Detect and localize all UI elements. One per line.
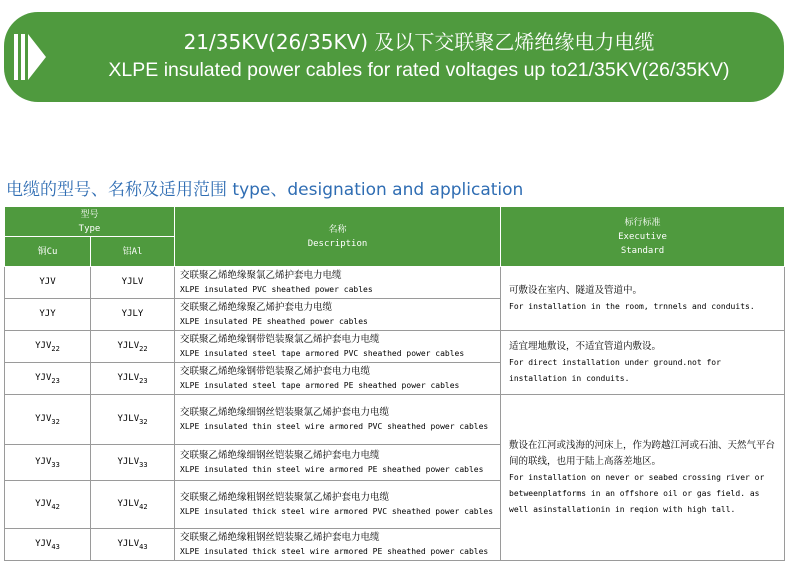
copper-model: $YJV_{43}$: [5, 529, 91, 561]
description-header: [175, 207, 501, 267]
description-cell: [175, 363, 501, 395]
description-cell: [175, 481, 501, 529]
description-header-cn: 名称: [328, 224, 347, 235]
standard-en: For installation on never or seabed crossing river or betweenplatforms in an offshore oil or gas field. as well asinstallationin in reqion with high tall.: [509, 472, 765, 514]
description-en: XLPE insulated thin steel wire armored PVC sheathed power cables: [180, 421, 489, 431]
aluminum-header: 铝Al: [91, 237, 175, 267]
copper-model: $YJV_{23}$: [5, 363, 91, 395]
section-heading: 电缆的型号、名称及适用范围 type、designation and application: [6, 180, 524, 200]
banner-title-en: XLPE insulated power cables for rated voltages up to21/35KV(26/35KV): [108, 59, 730, 81]
description-cn: 交联聚乙烯绝缘钢带铠装聚氯乙烯护套电力电缆: [180, 333, 380, 345]
standard-cell: [501, 267, 785, 331]
type-header-en: Type: [78, 223, 101, 234]
description-header-en: Description: [307, 238, 368, 249]
copper-model: $YJV_{42}$: [5, 481, 91, 529]
description-cell: [175, 395, 501, 445]
standard-en: For direct installation under ground.not for installation in conduits.: [509, 357, 721, 383]
description-cn: 交联聚乙烯绝缘粗钢丝铠装聚乙烯护套电力电缆: [180, 531, 380, 543]
copper-header: 铜Cu: [5, 237, 91, 267]
description-en: XLPE insulated thick steel wire armored PVC sheathed power cables: [180, 506, 494, 516]
aluminum-model: $YJLV_{43}$: [91, 529, 175, 561]
description-cn: 交联聚乙烯绝缘细钢丝铠装聚氯乙烯护套电力电缆: [180, 406, 390, 418]
description-cn: 交联聚乙烯绝缘聚乙烯护套电力电缆: [180, 301, 333, 313]
aluminum-model: YJLY: [91, 299, 175, 331]
description-cell: [175, 299, 501, 331]
copper-model: $YJV_{32}$: [5, 395, 91, 445]
description-en: XLPE insulated thick steel wire armored PE sheathed power cables: [180, 546, 489, 556]
type-header-cn: 型号: [80, 209, 99, 220]
aluminum-model: $YJLV_{22}$: [91, 331, 175, 363]
aluminum-model: YJLV: [91, 267, 175, 299]
description-cell: [175, 331, 501, 363]
standard-header-cn: 标行标准: [624, 217, 661, 228]
standard-en: For installation in the room, trnnels and conduits.: [509, 301, 755, 311]
standard-header: [501, 207, 785, 267]
aluminum-model: $YJLV_{23}$: [91, 363, 175, 395]
aluminum-model: $YJLV_{42}$: [91, 481, 175, 529]
description-en: XLPE insulated PVC sheathed power cables: [180, 284, 373, 294]
description-cn: 交联聚乙烯绝缘细钢丝铠装聚乙烯护套电力电缆: [180, 449, 380, 461]
description-cell: [175, 529, 501, 561]
copper-model: YJV: [5, 267, 91, 299]
description-cell: [175, 267, 501, 299]
standard-cn: 适宜埋地敷设，不适宜管道内敷设。: [509, 340, 662, 352]
table-row: [5, 395, 785, 445]
standard-cn: 可敷设在室内、隧道及管道中。: [509, 284, 643, 296]
type-header: [5, 207, 175, 237]
standard-header-en1: Executive: [618, 231, 667, 242]
table-row: [5, 331, 785, 363]
title-banner: [4, 12, 784, 102]
description-cn: 交联聚乙烯绝缘聚氯乙烯护套电力电缆: [180, 269, 342, 281]
description-en: XLPE insulated steel tape armored PE sheathed power cables: [180, 380, 460, 390]
description-en: XLPE insulated PE sheathed power cables: [180, 316, 368, 326]
description-en: XLPE insulated steel tape armored PVC sheathed power cables: [180, 348, 465, 358]
aluminum-model: $YJLV_{33}$: [91, 445, 175, 481]
copper-model: $YJV_{33}$: [5, 445, 91, 481]
banner-title-cn: 21/35KV(26/35KV) 及以下交联聚乙烯绝缘电力电缆: [183, 30, 655, 54]
description-cn: 交联聚乙烯绝缘钢带铠装聚乙烯护套电力电缆: [180, 365, 371, 377]
copper-model: $YJV_{22}$: [5, 331, 91, 363]
description-cn: 交联聚乙烯绝缘粗钢丝铠装聚氯乙烯护套电力电缆: [180, 491, 390, 503]
description-en: XLPE insulated thin steel wire armored PE sheathed power cables: [180, 464, 484, 474]
chevron-arrows-icon: [12, 26, 48, 88]
description-cell: [175, 445, 501, 481]
standard-cell: [501, 331, 785, 395]
standard-cell: [501, 395, 785, 561]
copper-model: YJY: [5, 299, 91, 331]
table-row: [5, 267, 785, 299]
cable-type-table: [4, 206, 785, 561]
standard-cn: 敷设在江河或浅海的河床上，作为跨越江河或石油、天然气平台间的联线，也用于陆上高落差地区。: [509, 439, 776, 467]
standard-header-en2: Standard: [620, 245, 665, 256]
aluminum-model: $YJLV_{32}$: [91, 395, 175, 445]
